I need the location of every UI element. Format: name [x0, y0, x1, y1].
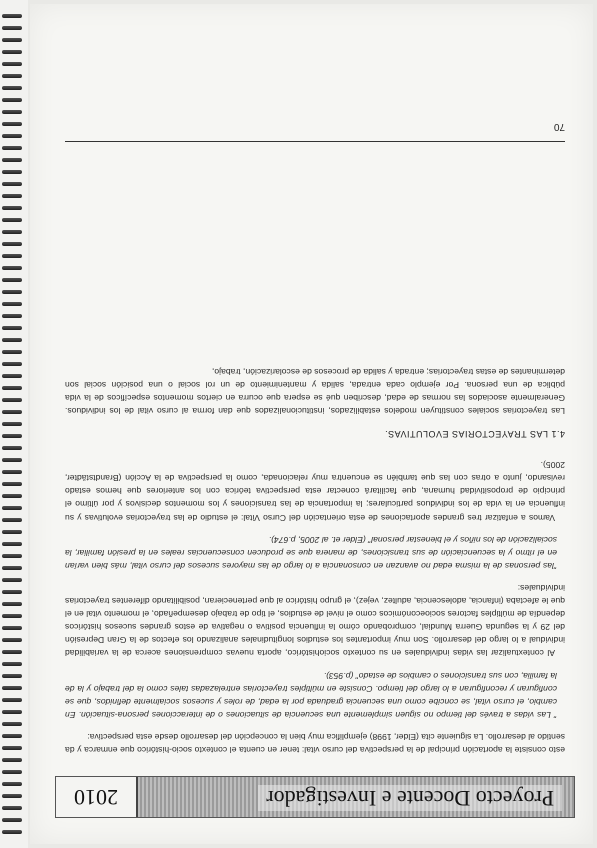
- header-title: Proyecto Docente e Investigador: [258, 785, 562, 811]
- section-heading: 4.1 LAS TRAYECTORIAS EVOLUTIVAS.: [384, 429, 565, 440]
- spiral-binding: [0, 0, 28, 848]
- quote: "las personas de la misma edad no avanzan en consonancia a lo largo de las mayores sucesos del curso vital, más bien varían en el ritmo y la secuenciación de sus transiciones, de manera que se producen consecuencias reales en la presión familiar, la socialización de los niños y el bienestar personal" (Elder et. al 2005, p.674).: [65, 534, 557, 571]
- paragraph: Al contextualizar las vidas individuales en su contexto sociohistórico, aporta nuevas comprensiones acerca de la variabilidad individual a lo largo del desarrollo. Son muy importantes los estudios longitudinales analizando los efectos de la Gran Depresión del 29 y la segunda Guerra Mundial, comprobando cómo la influencia positiva o negativa de estos grandes sucesos históricos dependía de múltiples factores socioeconómicos como el nivel de estudios, el tipo de trabajo desempeñado, el momento vital en el que le afectaba (infancia, adolescencia, adultez, vejez), el grupo histórico al que pertenecieran, posibilitando diferentes trayectorias individuales:: [65, 582, 565, 659]
- paragraph: esto consiste la aportación principal de la perspectiva del curso vital: tener en cuenta el contexto socio-histórico que enmarca y da sentido al desarrollo. La siguiente cita (Elder, 1998) ejemplifica muy bien la concepción del desarrollo desde esta perspectiva:: [65, 731, 565, 755]
- paragraph: Vamos a enfatizar tres grandes aportaciones de esta orientación del Curso Vital: el estudio de las trayectorias evolutivas y su influencia en la vida de los individuos particulares; la importancia de las transiciones y los momentos decisivos y por último el principio de propositividad humana, que facilitará conectar esta perspectiva teórica con los anteriores que hemos estado revisando, junto a otras con las que también se encuentra muy relacionada, como la perspectiva de la Acción (Brandtstädter, 2005).: [65, 460, 565, 523]
- page-number: 70: [553, 121, 565, 132]
- quote: " Las vidas a través del tiempo no siguen simplemente una secuencia de situaciones o de interacciones persona-situación. En cambio, el curso vital, se concibe como una secuencia graduada por la edad, de roles y sucesos socialmente definidos, que se configuran y reconfiguran a lo largo del tiempo. Consiste en múltiples trayectorias entrelazadas tales como la del trabajo y la de la familia, con sus transiciones o cambios de estado" (p.953).: [65, 670, 557, 720]
- page-header-banner: [55, 776, 575, 818]
- document-page: [30, 4, 593, 844]
- body-text: [65, 356, 565, 756]
- paragraph: Las trayectorias sociales constituyen modelos estabilizados, institucionalizados que dan forma al curso vital de los individuos. Generalmente asociados las normas de edad, describen qué se espera que ocurra en ciertos momentos específicos de la vida pública de una persona. Por ejemplo cada entrada, salida y mantenimiento de un rol social o una posición social son determinantes de estas trayectorias; entrada y salida de procesos de escolarización, trabajo,: [65, 366, 565, 417]
- header-year: 2010: [56, 777, 138, 817]
- rotated-page-content: [30, 4, 593, 844]
- footer-rule: [65, 141, 565, 142]
